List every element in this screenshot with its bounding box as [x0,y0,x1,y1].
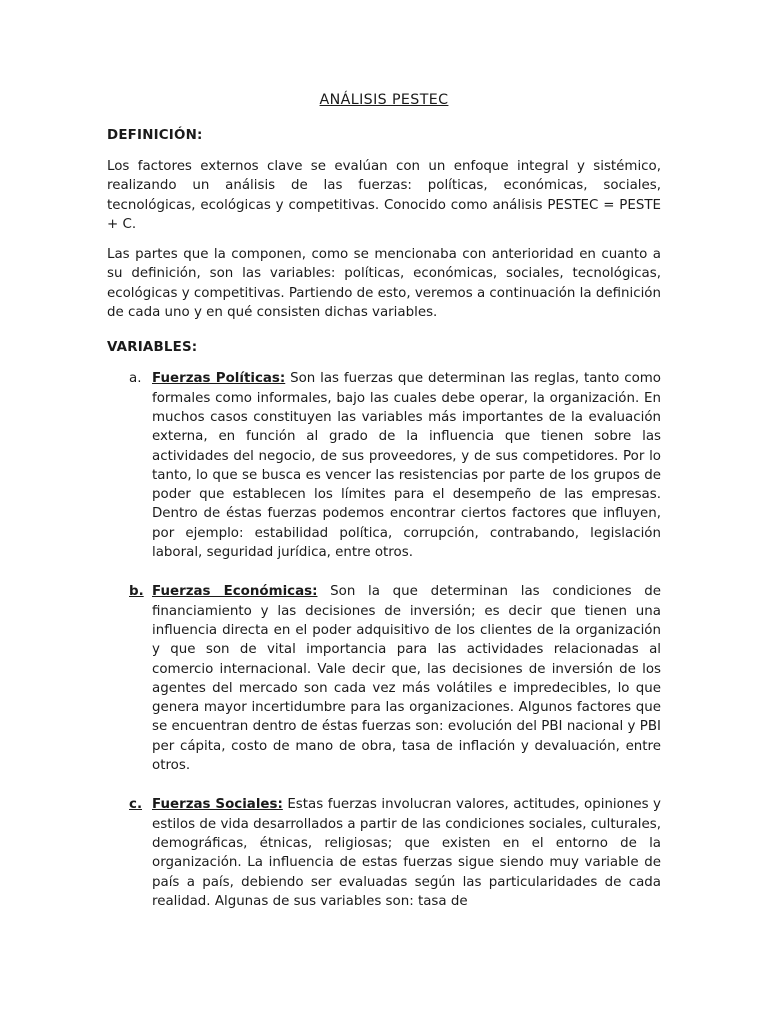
list-item-text: Son las fuerzas que determinan las reglas, tanto como formales como informales, bajo las cuales debe operar, la organización. En muchos casos constituyen las variables más importantes de la evaluación externa, en función al grado de la influencia que tienen sobre las actividades del negocio, de sus proveedores, y de sus competidores. Por lo tanto, lo que se busca es vencer las resistencias por parte de los grupos de poder que establecen los límites para el desempeño de las empresas. Dentro de éstas fuerzas podemos encontrar ciertos factores que influyen, por ejemplo: estabilidad política, corrupción, contrabando, legislación laboral, seguridad jurídica, entre otros. [152,371,661,561]
list-item [107,582,661,775]
list-item [107,795,661,911]
definition-paragraph: Las partes que la componen, como se mencionaba con anterioridad en cuanto a su definición, son las variables: políticas, económicas, sociales, tecnológicas, ecológicas y competitivas. Partiendo de esto, veremos a continuación la definición de cada uno y en qué consisten dichas variables. [107,247,661,321]
list-item-title: Fuerzas Sociales: [152,797,283,813]
variables-list [107,369,661,911]
list-marker: a. [129,371,142,387]
list-marker: c. [129,797,143,813]
list-item-title: Fuerzas Económicas: [152,584,318,600]
list-item [107,369,661,562]
document-title: ANÁLISIS PESTEC [319,92,449,108]
list-marker: b. [129,584,144,600]
list-item-title: Fuerzas Políticas: [152,371,286,387]
definition-heading: DEFINICIÓN: [107,128,203,143]
document-page [107,92,661,923]
variables-heading: VARIABLES: [107,340,198,356]
list-item-text: Son la que determinan las condiciones de financiamiento y las decisiones de inversión; es decir que tienen una influencia directa en el poder adquisitivo de los clientes de la organización y que son de vital importancia para las actividades relacionadas al comercio internacional. Vale decir que, las decisiones de inversión de los agentes del mercado son cada vez más volátiles e impredecibles, lo que genera mayor incertidumbre para las organizaciones. Algunos factores que se encuentran dentro de éstas fuerzas son: evolución del PBI nacional y PBI per cápita, costo de mano de obra, tasa de inflación y devaluación, entre otros. [152,584,661,774]
list-item-text: Estas fuerzas involucran valores, actitudes, opiniones y estilos de vida desarrollados a partir de las condiciones sociales, culturales, demográficas, étnicas, religiosas; que existen en el entorno de la organización. La influencia de estas fuerzas sigue siendo muy variable de país a país, debiendo ser evaluadas según las particularidades de cada realidad. Algunas de sus variables son: tasa de [152,797,661,909]
definition-paragraph: Los factores externos clave se evalúan con un enfoque integral y sistémico, realizando un análisis de las fuerzas: políticas, económicas, sociales, tecnológicas, ecológicas y competitivas. Conocido como análisis PESTEC = PESTE + C. [107,159,661,232]
